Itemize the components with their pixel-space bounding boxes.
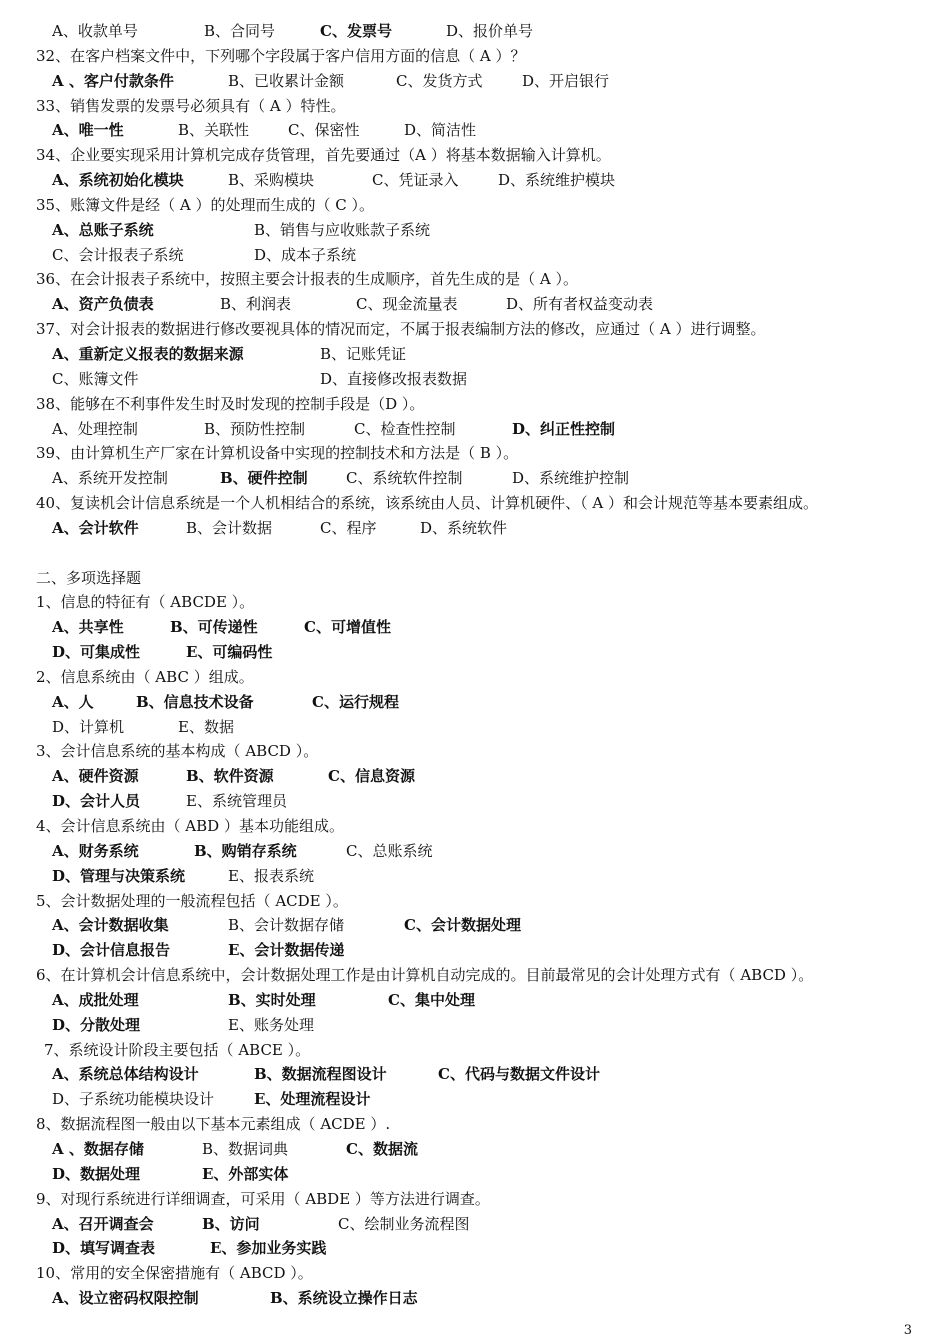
options-line <box>0 69 950 94</box>
option: C、总账系统 <box>346 841 433 860</box>
question-line <box>0 317 950 342</box>
option: C、检查性控制 <box>354 419 456 438</box>
option: D、系统软件 <box>420 518 508 537</box>
option: D、系统维护控制 <box>512 469 630 488</box>
option: B、合同号 <box>204 22 276 40</box>
answer-option: E、处理流程设计 <box>254 1090 371 1109</box>
options-line <box>0 243 950 268</box>
answer-option: A、系统总体结构设计 <box>52 1065 199 1084</box>
question-line <box>0 1038 950 1063</box>
option: E、账务处理 <box>228 1015 314 1034</box>
options-line <box>0 417 950 442</box>
option: C、保密性 <box>288 121 360 140</box>
options-line <box>0 292 950 317</box>
option: D、简洁性 <box>404 121 477 140</box>
options-line <box>0 1137 950 1162</box>
question-text: 2、信息系统由（ ABC ）组成。 <box>36 667 254 686</box>
answer-option: B、数据流程图设计 <box>254 1065 387 1084</box>
option: B、销售与应收账款子系统 <box>254 220 431 239</box>
question-text: 33、销售发票的发票号必须具有（ A ）特性。 <box>36 96 346 115</box>
options-line <box>0 218 950 243</box>
answer-option: C、发票号 <box>320 22 392 40</box>
question-text: 7、系统设计阶段主要包括（ ABCE ）。 <box>44 1040 311 1059</box>
answer-option: D、填写调查表 <box>52 1239 156 1258</box>
answer-option: B、实时处理 <box>228 990 316 1009</box>
options-line <box>0 466 950 491</box>
answer-option: B、购销存系统 <box>194 841 297 860</box>
answer-option: A、硬件资源 <box>52 767 139 786</box>
answer-option: D、纠正性控制 <box>512 419 616 438</box>
option: C、绘制业务流程图 <box>338 1214 470 1233</box>
answer-option: A、设立密码权限控制 <box>52 1289 199 1308</box>
answer-option: A 、客户付款条件 <box>52 71 174 90</box>
answer-option: C、可增值性 <box>304 618 391 637</box>
option: D、子系统功能模块设计 <box>52 1090 215 1109</box>
answer-option: A、财务系统 <box>52 841 139 860</box>
options-line <box>0 690 950 715</box>
question-line <box>0 267 950 292</box>
answer-option: C、信息资源 <box>328 767 415 786</box>
option: A、收款单号 <box>52 22 138 40</box>
option: C、系统软件控制 <box>346 469 463 488</box>
question-line <box>0 94 950 119</box>
option: E、系统管理员 <box>186 792 287 811</box>
answer-option: E、外部实体 <box>202 1164 289 1183</box>
option: C、凭证录入 <box>372 171 459 190</box>
options-line <box>0 367 950 392</box>
options-line <box>0 938 950 963</box>
answer-option: A、总账子系统 <box>52 220 154 239</box>
option: D、报价单号 <box>446 22 534 40</box>
question-text: 40、复读机会计信息系统是一个人机相结合的系统，该系统由人员、计算机硬件、（ A ）和会计规范等基本要素组成。 <box>36 494 818 513</box>
option: A、处理控制 <box>52 419 138 438</box>
document-body <box>0 19 950 1311</box>
answer-option: A、系统初始化模块 <box>52 171 184 190</box>
option: C、账簿文件 <box>52 369 139 388</box>
options-line <box>0 789 950 814</box>
option: B、关联性 <box>178 121 250 140</box>
option: C、会计报表子系统 <box>52 245 184 264</box>
options-line <box>0 913 950 938</box>
question-text: 4、会计信息系统由（ ABD ）基本功能组成。 <box>36 817 344 835</box>
answer-option: A、唯一性 <box>52 121 124 140</box>
answer-option: A 、数据存储 <box>52 1139 144 1158</box>
question-line <box>0 392 950 417</box>
question-line <box>0 739 950 764</box>
option: A、系统开发控制 <box>52 469 168 488</box>
answer-option: D、分散处理 <box>52 1015 141 1034</box>
option: D、计算机 <box>52 717 125 736</box>
answer-option: B、可传递性 <box>170 618 258 637</box>
answer-option: C、会计数据处理 <box>404 916 521 935</box>
options-line <box>0 988 950 1013</box>
question-text: 8、数据流程图一般由以下基本元素组成（ ACDE ）. <box>36 1115 391 1134</box>
option: D、直接修改报表数据 <box>320 369 468 388</box>
answer-option: A、资产负债表 <box>52 295 154 314</box>
question-text: 10、常用的安全保密措施有（ ABCD ）。 <box>36 1264 313 1283</box>
option: C、发货方式 <box>396 71 483 90</box>
option: C、程序 <box>320 518 377 537</box>
options-line <box>0 764 950 789</box>
option: B、预防性控制 <box>204 419 306 438</box>
option: B、已收累计金额 <box>228 71 345 90</box>
question-line <box>0 963 950 988</box>
question-text: 5、会计数据处理的一般流程包括（ ACDE ）。 <box>36 891 348 910</box>
option: E、报表系统 <box>228 866 314 885</box>
question-line <box>0 814 950 839</box>
question-line <box>0 143 950 168</box>
option: C、现金流量表 <box>356 295 458 314</box>
page-number: 3 <box>903 1323 912 1338</box>
question-line <box>0 665 950 690</box>
answer-option: B、信息技术设备 <box>136 692 254 711</box>
answer-option: C、数据流 <box>346 1139 418 1158</box>
answer-option: B、系统设立操作日志 <box>270 1289 418 1308</box>
options-line <box>0 516 950 541</box>
answer-option: A、共享性 <box>52 618 124 637</box>
answer-option: E、可编码性 <box>186 643 273 662</box>
options-line <box>0 19 950 44</box>
question-text: 32、在客户档案文件中，下列哪个字段属于客户信用方面的信息（ A ）？ <box>36 46 526 65</box>
question-line <box>0 1187 950 1212</box>
answer-option: B、硬件控制 <box>220 469 308 488</box>
answer-option: A、人 <box>52 692 94 711</box>
option: B、会计数据 <box>186 518 273 537</box>
options-line <box>0 1062 950 1087</box>
answer-option: D、管理与决策系统 <box>52 866 186 885</box>
options-line <box>0 1286 950 1311</box>
option: D、成本子系统 <box>254 245 357 264</box>
option: B、记账凭证 <box>320 344 407 363</box>
option: B、利润表 <box>220 295 292 314</box>
question-line <box>0 1261 950 1286</box>
options-line <box>0 615 950 640</box>
question-text: 9、对现行系统进行详细调查，可采用（ ABDE ）等方法进行调查。 <box>36 1189 490 1208</box>
question-text: 38、能够在不利事件发生时及时发现的控制手段是（D ）。 <box>36 394 425 413</box>
answer-option: A、会计软件 <box>52 518 139 537</box>
answer-option: A、成批处理 <box>52 990 139 1009</box>
question-text: 39、由计算机生产厂家在计算机设备中实现的控制技术和方法是（ B ）。 <box>36 444 519 463</box>
options-line <box>0 1236 950 1261</box>
answer-option: B、访问 <box>202 1214 260 1233</box>
question-line <box>0 44 950 69</box>
answer-option: E、会计数据传递 <box>228 941 345 960</box>
options-line <box>0 1212 950 1237</box>
options-line <box>0 1087 950 1112</box>
question-line <box>0 491 950 516</box>
options-line <box>0 839 950 864</box>
options-line <box>0 864 950 889</box>
options-line <box>0 1162 950 1187</box>
options-line <box>0 1013 950 1038</box>
answer-option: A、重新定义报表的数据来源 <box>52 344 244 363</box>
options-line <box>0 342 950 367</box>
option: D、开启银行 <box>522 71 610 90</box>
answer-option: D、数据处理 <box>52 1164 141 1183</box>
answer-option: D、会计人员 <box>52 792 141 811</box>
answer-option: D、会计信息报告 <box>52 941 171 960</box>
answer-option: C、代码与数据文件设计 <box>438 1065 600 1084</box>
question-line <box>0 566 950 591</box>
question-line <box>0 441 950 466</box>
question-line <box>0 1112 950 1137</box>
option: D、系统维护模块 <box>498 171 616 190</box>
options-line <box>0 118 950 143</box>
option: B、会计数据存储 <box>228 916 345 935</box>
question-text: 37、对会计报表的数据进行修改要视具体的情况而定，不属于报表编制方法的修改，应通过（ A ）进行调整。 <box>36 320 766 339</box>
option: B、数据词典 <box>202 1139 289 1158</box>
question-line <box>0 889 950 914</box>
blank-line <box>0 541 950 566</box>
answer-option: C、集中处理 <box>388 990 475 1009</box>
question-line <box>0 590 950 615</box>
answer-option: B、软件资源 <box>186 767 274 786</box>
question-text: 二、多项选择题 <box>36 568 142 587</box>
answer-option: E、参加业务实践 <box>210 1239 327 1258</box>
question-text: 36、在会计报表子系统中，按照主要会计报表的生成顺序，首先生成的是（ A ）。 <box>36 270 578 289</box>
options-line <box>0 168 950 193</box>
answer-option: D、可集成性 <box>52 643 141 662</box>
options-line <box>0 640 950 665</box>
question-text: 35、账簿文件是经（ A ）的处理而生成的（ C ）。 <box>36 195 374 214</box>
option: E、数据 <box>178 717 234 736</box>
question-text: 34、企业要实现采用计算机完成存货管理，首先要通过（A ）将基本数据输入计算机。 <box>36 146 611 165</box>
answer-option: C、运行规程 <box>312 692 399 711</box>
question-line <box>0 193 950 218</box>
question-text: 6、在计算机会计信息系统中，会计数据处理工作是由计算机自动完成的。目前最常见的会计处理方式有（ ABCD ）。 <box>36 966 814 985</box>
answer-option: A、会计数据收集 <box>52 916 169 935</box>
options-line <box>0 715 950 740</box>
option: B、采购模块 <box>228 171 315 190</box>
question-text: 1、信息的特征有（ ABCDE ）。 <box>36 593 255 612</box>
answer-option: A、召开调查会 <box>52 1214 154 1233</box>
question-text: 3、会计信息系统的基本构成（ ABCD ）。 <box>36 742 319 761</box>
option: D、所有者权益变动表 <box>506 295 654 314</box>
